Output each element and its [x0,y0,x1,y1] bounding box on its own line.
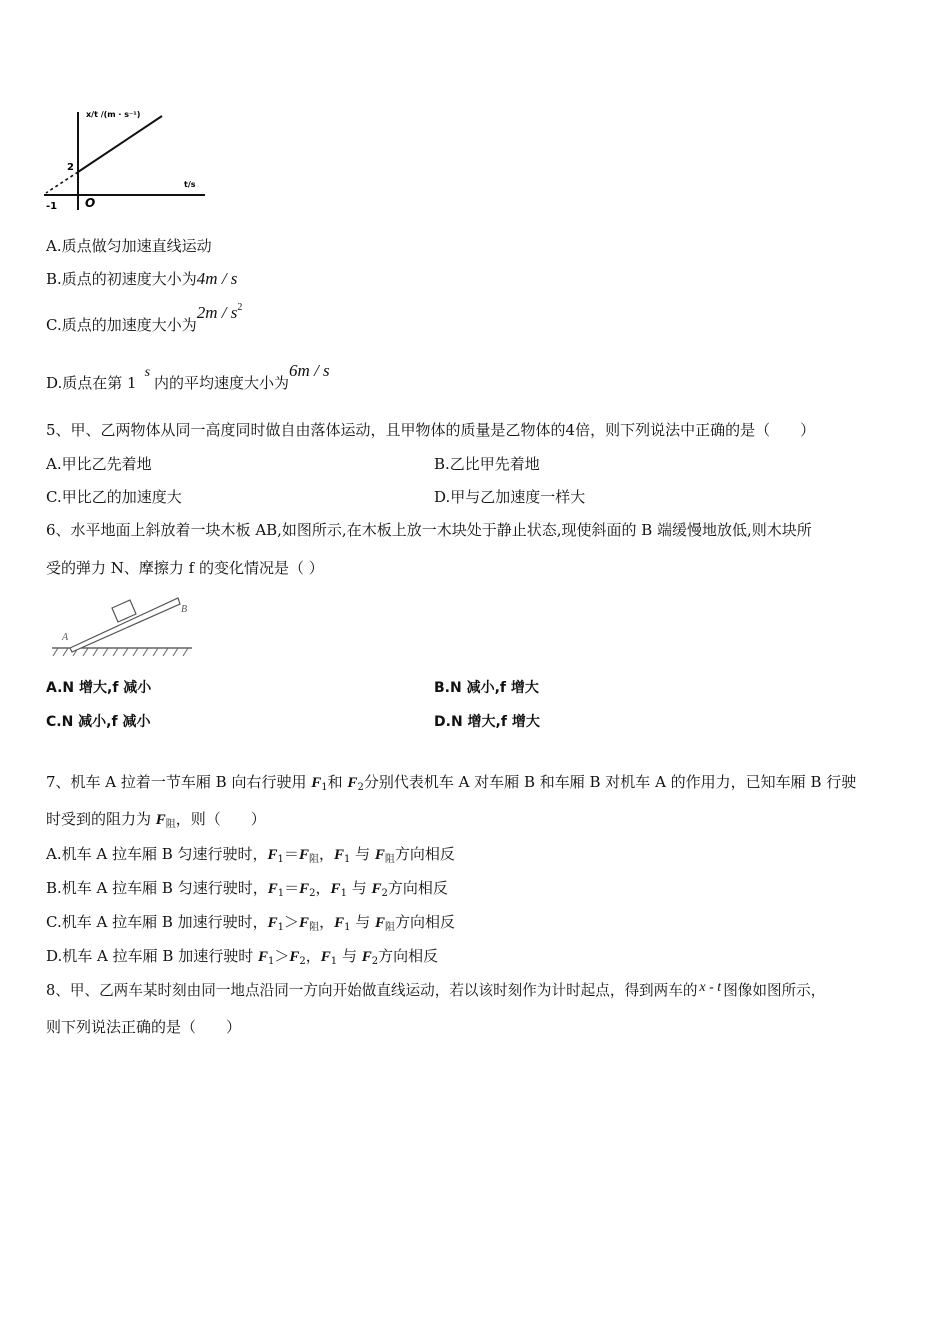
q8-stem-line1 [46,979,825,1000]
q4-option-d [46,361,330,393]
q8-stem-line2: 则下列说法正确的是（ ） [46,1018,242,1036]
q7-b-f2-sub: 2 [309,888,316,899]
q5-stem: 5、甲、乙两物体从同一高度同时做自由落体运动，且甲物体的质量是乙物体的4倍，则下列说法中正确的是（ ） [46,421,816,439]
extrapolated-line [46,172,78,193]
q7-d-f2-sub: 2 [299,956,306,967]
q5-option-a: A.甲比乙先着地 [46,455,152,473]
incline-label-b: B [181,604,188,615]
x-axis-label: t/s [184,180,196,189]
q7-stem-text-b: 分别代表机车 A 对车厢 B 和车厢 B 对机车 A 的作用力，已知车厢 B 行驶 [363,773,857,791]
q7-c-f1b: F [334,915,345,931]
incline-label-a: A [62,632,69,643]
q7-option-d [46,945,438,967]
q7-b-yu: 与 [346,879,372,897]
q7-b-text: B.机车 A 拉车厢 B 匀速行驶时， [46,879,268,897]
q6-option-b: B.N 减小,f 增大 [434,680,539,696]
q6-stem-line2: 受的弹力 N、摩擦力 f 的变化情况是（ ） [46,559,324,577]
incline-diagram [48,592,198,662]
q4-option-d-math: 6m / s [289,361,330,380]
q7-b-f1: F [267,881,278,897]
q6-stem-line1: 6、水平地面上斜放着一块木板 AB,如图所示,在木板上放一木块处于静止状态,现使斜面的 B 端缓慢地放低,则木块所 [46,521,812,539]
x-neg-tick-label: -1 [46,201,58,212]
q7-stem-line1 [46,771,856,793]
q7-b-f1b-sub: 1 [340,888,347,899]
q7-stem-text-c: 时受到的阻力为 [46,810,156,828]
q7-stem-and: 和 [327,773,348,791]
q7-d-f2b-sub: 2 [371,956,379,967]
q7-stem-line2 [46,808,266,830]
q7-stem-text-d: ，则（ ） [175,810,266,828]
q7-d-gt: ＞ [274,947,290,965]
q4-option-b-math: 4m / s [196,269,238,288]
origin-label: O [85,196,96,210]
velocity-time-graph [40,100,210,215]
q4-option-b-text: B.质点的初速度大小为 [46,270,197,288]
q7-stem-text-a: 7、机车 A 拉着一节车厢 B 向右行驶用 [46,773,312,791]
q7-c-fz: F [299,915,310,931]
q5-option-b: B.乙比甲先着地 [434,455,540,473]
q4-option-d-text2: 内的平均速度大小为 [154,374,290,392]
q7-d-dir: 方向相反 [378,947,439,965]
f2-symbol: F [347,775,358,791]
q7-c-yu: 与 [350,913,376,931]
q7-c-gt: ＞ [284,913,300,931]
q7-b-dir: 方向相反 [387,879,448,897]
y-axis-label: x/t /(m · s⁻¹) [86,110,141,119]
q7-d-f2b: F [361,949,372,965]
q7-d-f1b-sub: 1 [330,956,338,967]
xt-symbol: x - t [699,980,722,995]
q4-option-a: A.质点做匀加速直线运动 [46,237,212,255]
q7-b-comma: ， [315,879,331,897]
f1-symbol: F [311,775,322,791]
f2-subscript: 2 [357,782,364,793]
q7-option-b [46,877,448,899]
q7-d-yu: 与 [337,947,362,965]
q4-option-c-math: 2m / s [196,303,238,322]
q7-c-f1: F [267,915,278,931]
q6-option-d: D.N 增大,f 增大 [434,714,540,730]
q7-a-text: A.机车 A 拉车厢 B 匀速行驶时， [46,845,268,863]
q7-a-fzb: F [374,847,385,863]
q7-b-f2b: F [371,881,382,897]
q7-a-fz: F [298,847,309,863]
q7-a-f1: F [267,847,278,863]
q4-option-c-exponent: 2 [237,302,243,313]
f-resist-subscript: 阻 [165,819,176,830]
q5-option-d: D.甲与乙加速度一样大 [434,488,586,506]
q7-d-f1-sub: 1 [267,956,275,967]
q8-stem-text-a: 8、甲、乙两车某时刻由同一地点沿同一方向开始做直线运动，若以该时刻作为计时起点，得到两车的 [46,982,698,999]
q7-a-eq: ＝ [283,845,299,863]
q7-b-eq: ＝ [284,879,300,897]
q7-c-fzb-sub: 阻 [385,922,396,933]
q7-option-a [46,843,455,865]
q7-d-f2: F [289,949,300,965]
q7-b-f1b: F [330,881,341,897]
q5-option-c: C.甲比乙的加速度大 [46,488,182,506]
f1-subscript: 1 [321,782,328,793]
q7-c-text: C.机车 A 拉车厢 B 加速行驶时， [46,913,268,931]
q7-a-comma: ， [318,845,334,863]
q6-option-a: A.N 增大,f 减小 [46,680,152,696]
q7-c-fz-sub: 阻 [309,922,320,933]
q7-c-dir: 方向相反 [395,913,456,931]
q7-a-f1b: F [333,847,344,863]
q7-d-f1b: F [320,949,331,965]
q7-c-f1-sub: 1 [277,922,285,933]
q7-c-fzb: F [375,915,386,931]
q7-a-f1-sub: 1 [277,854,284,865]
q7-b-f2: F [299,881,310,897]
q7-d-comma: ， [305,947,321,965]
f-resist-symbol: F [155,812,166,828]
q4-option-c-text: C.质点的加速度大小为 [46,316,197,334]
q7-b-f1-sub: 1 [277,888,285,899]
q7-d-f1: F [257,949,268,965]
q7-a-yu: 与 [350,845,375,863]
q7-c-f1b-sub: 1 [344,922,351,933]
q4-option-c [46,302,243,335]
q7-c-comma: ， [319,913,335,931]
q8-stem-text-b: 图像如图所示， [723,982,826,999]
q4-option-d-unit: s [144,365,151,380]
q4-option-d-text1: D.质点在第 1 [46,374,137,392]
q7-a-fzb-sub: 阻 [384,854,395,865]
y-tick-label: 2 [67,162,74,173]
q7-option-c [46,911,455,933]
q7-a-f1b-sub: 1 [343,854,351,865]
q7-a-dir: 方向相反 [394,845,455,863]
graph-line [78,116,162,172]
q7-a-fz-sub: 阻 [308,854,319,865]
q7-b-f2b-sub: 2 [381,888,388,899]
q7-d-text: D.机车 A 拉车厢 B 加速行驶时 [46,947,258,965]
q6-option-c: C.N 减小,f 减小 [46,714,151,730]
q4-option-b [46,268,237,289]
